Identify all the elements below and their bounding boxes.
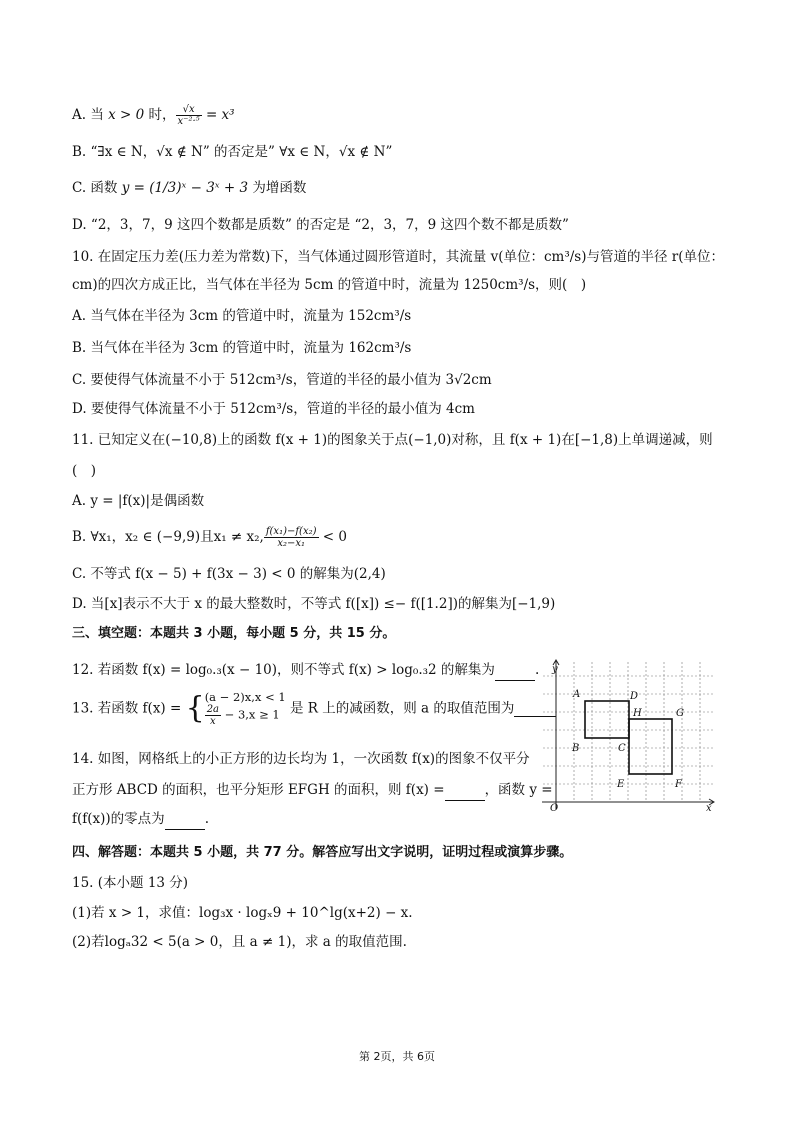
- label-h: H: [633, 708, 642, 719]
- label-c: C: [618, 743, 626, 754]
- q9-option-c: C. 函数 y = (1/3)ˣ − 3ˣ + 3 为增函数: [72, 180, 307, 196]
- q10-stem-line1: 10. 在固定压力差(压力差为常数)下，当气体通过圆形管道时，其流量 v(单位：cm³/s)与管道的半径 r(单位：: [72, 249, 725, 265]
- label-e: E: [617, 779, 625, 790]
- q15-title: 15. (本小题 13 分): [72, 875, 189, 891]
- q9-option-a: A. 当 x > 0 时， $\frac{√x}{\text{x⁻²·⁵}}$ = x³: [72, 104, 235, 127]
- q10-option-b: B. 当气体在半径为 3cm 的管道中时，流量为 162cm³/s: [72, 340, 412, 356]
- label-x: x: [706, 803, 712, 813]
- q10-option-d: D. 要使得气体流量不小于 512cm³/s，管道的半径的最小值为 4cm: [72, 401, 475, 417]
- q14-stem-line3: f(f(x))的零点为 .: [72, 809, 209, 830]
- q12-stem: 12. 若函数 f(x) = log₀.₃(x − 10)，则不等式 f(x) > log₀.₃2 的解集为 .: [72, 660, 539, 681]
- q14-stem-line2: 正方形 ABCD 的面积，也平分矩形 EFGH 的面积，则 f(x) = ，函数 y =: [72, 780, 553, 801]
- q14-stem-line1: 14. 如图，网格纸上的小正方形的边长均为 1，一次函数 f(x)的图象不仅平分: [72, 751, 530, 767]
- q11-option-c: C. 不等式 f(x − 5) + f(3x − 3) < 0 的解集为(2,4): [72, 566, 386, 582]
- section-3-heading: 三、填空题：本题共 3 小题，每小题 5 分，共 15 分。: [72, 626, 396, 641]
- q14-answer-blank-1[interactable]: [445, 780, 485, 801]
- q15-part1: (1)若 x > 1，求值：log₃x · logₓ9 + 10^lg(x+2) − x.: [72, 905, 413, 921]
- q15-part2: (2)若logₐ32 < 5(a > 0，且 a ≠ 1)，求 a 的取值范围.: [72, 934, 407, 950]
- q10-option-a: A. 当气体在半径为 3cm 的管道中时，流量为 152cm³/s: [72, 308, 412, 324]
- q13-piecewise: (a − 2)x,x < 1 $\frac{2a}{x}$ − 3,x ≥ 1: [204, 690, 286, 727]
- section-4-heading: 四、解答题：本题共 5 小题，共 77 分。解答应写出文字说明，证明过程或演算步骤。: [72, 845, 573, 860]
- q11-option-b-fraction: $\frac{\text{f(x₁)−f(x₂)}}{\text{x₂−x₁}}$: [265, 526, 317, 549]
- q11-option-d: D. 当[x]表示不大于 x 的最大整数时，不等式 f([x]) ≤− f([1.2])的解集为[−1,9): [72, 596, 556, 612]
- q11-stem-line1: 11. 已知定义在(−10,8)上的函数 f(x + 1)的图象关于点(−1,0)对称，且 f(x + 1)在[−1,8)上单调递减，则: [72, 432, 713, 448]
- label-origin: O: [550, 803, 559, 813]
- q11-stem-line2: ( ): [72, 463, 97, 479]
- q9-option-b: B. “∃x ∈ N，√x ∉ N” 的否定是” ∀x ∈ N，√x ∉ N”: [72, 144, 393, 160]
- q10-stem-line2: cm)的四次方成正比，当气体在半径为 5cm 的管道中时，流量为 1250cm³/s，则( ): [72, 277, 587, 293]
- label-b: B: [572, 743, 580, 754]
- q11-option-a: A. y = |f(x)|是偶函数: [72, 493, 205, 509]
- q9-option-a-fraction: $\frac{√x}{\text{x⁻²·⁵}}$: [177, 104, 200, 127]
- square-abcd: [585, 701, 629, 738]
- q11-option-b: B. ∀x₁，x₂ ∈ (−9,9)且x₁ ≠ x₂, $\frac{\text{f(x₁)−f(x₂)}}{\text{x₂−x₁}}$ < 0: [72, 526, 347, 549]
- q13-brace: {: [185, 690, 205, 726]
- q9-option-d: D. “2，3，7，9 这四个数都是质数” 的否定是 “2，3，7，9 这四个数不都是质数”: [72, 217, 569, 233]
- label-y: y: [552, 664, 558, 675]
- q10-option-c: C. 要使得气体流量不小于 512cm³/s，管道的半径的最小值为 3√2cm: [72, 372, 492, 388]
- q14-answer-blank-2[interactable]: [165, 809, 205, 830]
- label-d: D: [630, 691, 639, 702]
- q13-stem: 13. 若函数 f(x) = { (a − 2)x,x < 1 $\frac{2a}{x}$ − 3,x ≥ 1 是 R 上的减函数，则 a 的取值范围为: [72, 690, 556, 727]
- label-a: A: [573, 689, 581, 700]
- label-g: G: [676, 708, 684, 719]
- page-footer: 第 2页，共 6页: [359, 1050, 435, 1063]
- label-f: F: [675, 779, 682, 790]
- grid-figure: [538, 657, 718, 813]
- q12-answer-blank[interactable]: [495, 660, 535, 681]
